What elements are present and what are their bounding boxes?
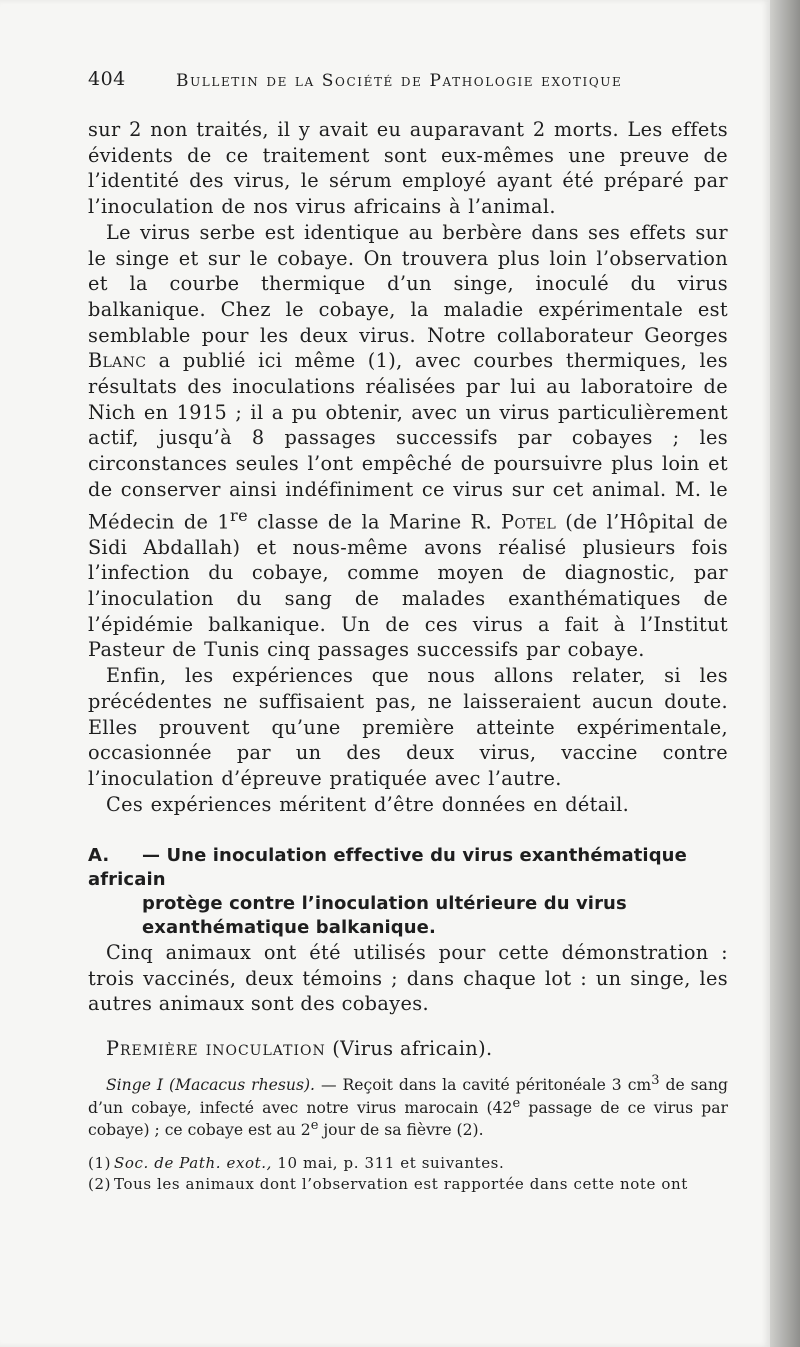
superscript-ordinal: e bbox=[512, 1095, 521, 1111]
paragraph-4: Ces expériences méritent d’être données en détail. bbox=[106, 792, 630, 816]
body-text bbox=[88, 117, 728, 817]
observation-part-c: passage de ce virus par cobaye) ; ce cobaye est au 2 bbox=[88, 1098, 728, 1140]
footnote-2 bbox=[88, 1174, 728, 1195]
footnote-number: (2) bbox=[88, 1175, 112, 1193]
observation-subject: Singe I (Macacus rhesus). bbox=[106, 1076, 315, 1095]
superscript-ordinal-2: e bbox=[310, 1118, 319, 1134]
subsection-heading bbox=[106, 1036, 493, 1061]
paragraph-2 bbox=[88, 220, 728, 663]
author-name-potel: Potel bbox=[501, 509, 557, 533]
page-edge-shadow bbox=[770, 0, 800, 1347]
superscript-cube: 3 bbox=[651, 1073, 660, 1088]
ordinal-superscript: re bbox=[230, 505, 248, 525]
subsection-paren: (Virus africain). bbox=[325, 1037, 493, 1060]
author-name-blanc: Blanc bbox=[88, 349, 147, 373]
section-label: A. bbox=[88, 845, 110, 866]
subsection-label: Première inoculation bbox=[106, 1037, 326, 1060]
running-title: Bulletin de la Société de Pathologie exotique bbox=[176, 71, 623, 91]
footnote-citation: Soc. de Path. exot., bbox=[114, 1154, 273, 1172]
observation-part-a: — Reçoit dans la cavité péritonéale 3 cm bbox=[315, 1076, 652, 1095]
footnote-text: Tous les animaux dont l’observation est rapportée dans cette note ont bbox=[114, 1175, 688, 1193]
paragraph-1: sur 2 non traités, il y avait eu auparavant 2 morts. Les effets évidents de ce traitement sont eux-mêmes une preuve de l’identité des virus, le sérum employé ayant été préparé par l’inoculation de nos virus africains à l’animal. bbox=[88, 118, 728, 219]
observation-part-b: de sang d’un cobaye, infecté avec notre virus marocain (42 bbox=[88, 1076, 728, 1117]
observation-paragraph bbox=[88, 1072, 728, 1140]
section-heading bbox=[88, 844, 734, 940]
footnote-number: (1) bbox=[88, 1154, 112, 1172]
paragraph-3: Enfin, les expériences que nous allons relater, si les précédentes ne suffisaient pas, ne laisseraient aucun doute. Elles prouvent qu’une première atteinte expérimentale, occasionnée par un des deux virus, vaccine contre l’inoculation d’épreuve pratiquée avec l’autre. bbox=[88, 664, 728, 790]
paragraph-2-part-a: Le virus serbe est identique au berbère dans ses effets sur le singe et sur le cobaye. On trouvera plus loin l’observation et la courbe thermique d’un singe, inoculé du virus balkanique. Chez le cobaye, la maladie expérimentale est semblable pour les deux virus. Notre collaborateur Georges bbox=[88, 220, 728, 347]
observation-part-d: jour de sa fièvre (2). bbox=[318, 1121, 484, 1140]
page-number: 404 bbox=[88, 68, 126, 90]
paragraph-2-part-b: a publié ici même (1), avec courbes thermiques, les résultats des inoculations réalisées par lui au laboratoire de Nich en 1915 ; il a pu obtenir, avec un virus particulièrement actif, jusqu’à 8 passages successifs par cobayes ; les circonstances seules l’ont empêché de poursuivre plus loin et de conserver ainsi indéfiniment ce virus sur cet animal. M. le Médecin de 1 bbox=[88, 349, 728, 533]
footnote-text: 10 mai, p. 311 et suivantes. bbox=[272, 1154, 505, 1172]
footnote-1 bbox=[88, 1153, 728, 1174]
footnotes bbox=[88, 1153, 728, 1195]
paragraph-5: Cinq animaux ont été utilisés pour cette démonstration : trois vaccinés, deux témoins ; dans chaque lot : un singe, les autres animaux sont des cobayes. bbox=[88, 941, 728, 1016]
paragraph-2-part-c: classe de la Marine R. bbox=[247, 509, 502, 533]
paragraph-2-part-d: (de l’Hôpital de Sidi Abdallah) et nous-même avons réalisé plusieurs fois l’infection du cobaye, comme moyen de diagnostic, par l’inoculation du sang de malades exanthématiques de l’épidémie balkanique. Un de ces virus a fait à l’Institut Pasteur de Tunis cinq passages successifs par cobaye. bbox=[88, 509, 728, 662]
page-header bbox=[88, 68, 728, 98]
section-title-line-1: — Une inoculation effective du virus exanthématique africain bbox=[88, 845, 687, 890]
section-title-line-2: protège contre l’inoculation ultérieure du virus exanthématique balkanique. bbox=[142, 893, 627, 938]
